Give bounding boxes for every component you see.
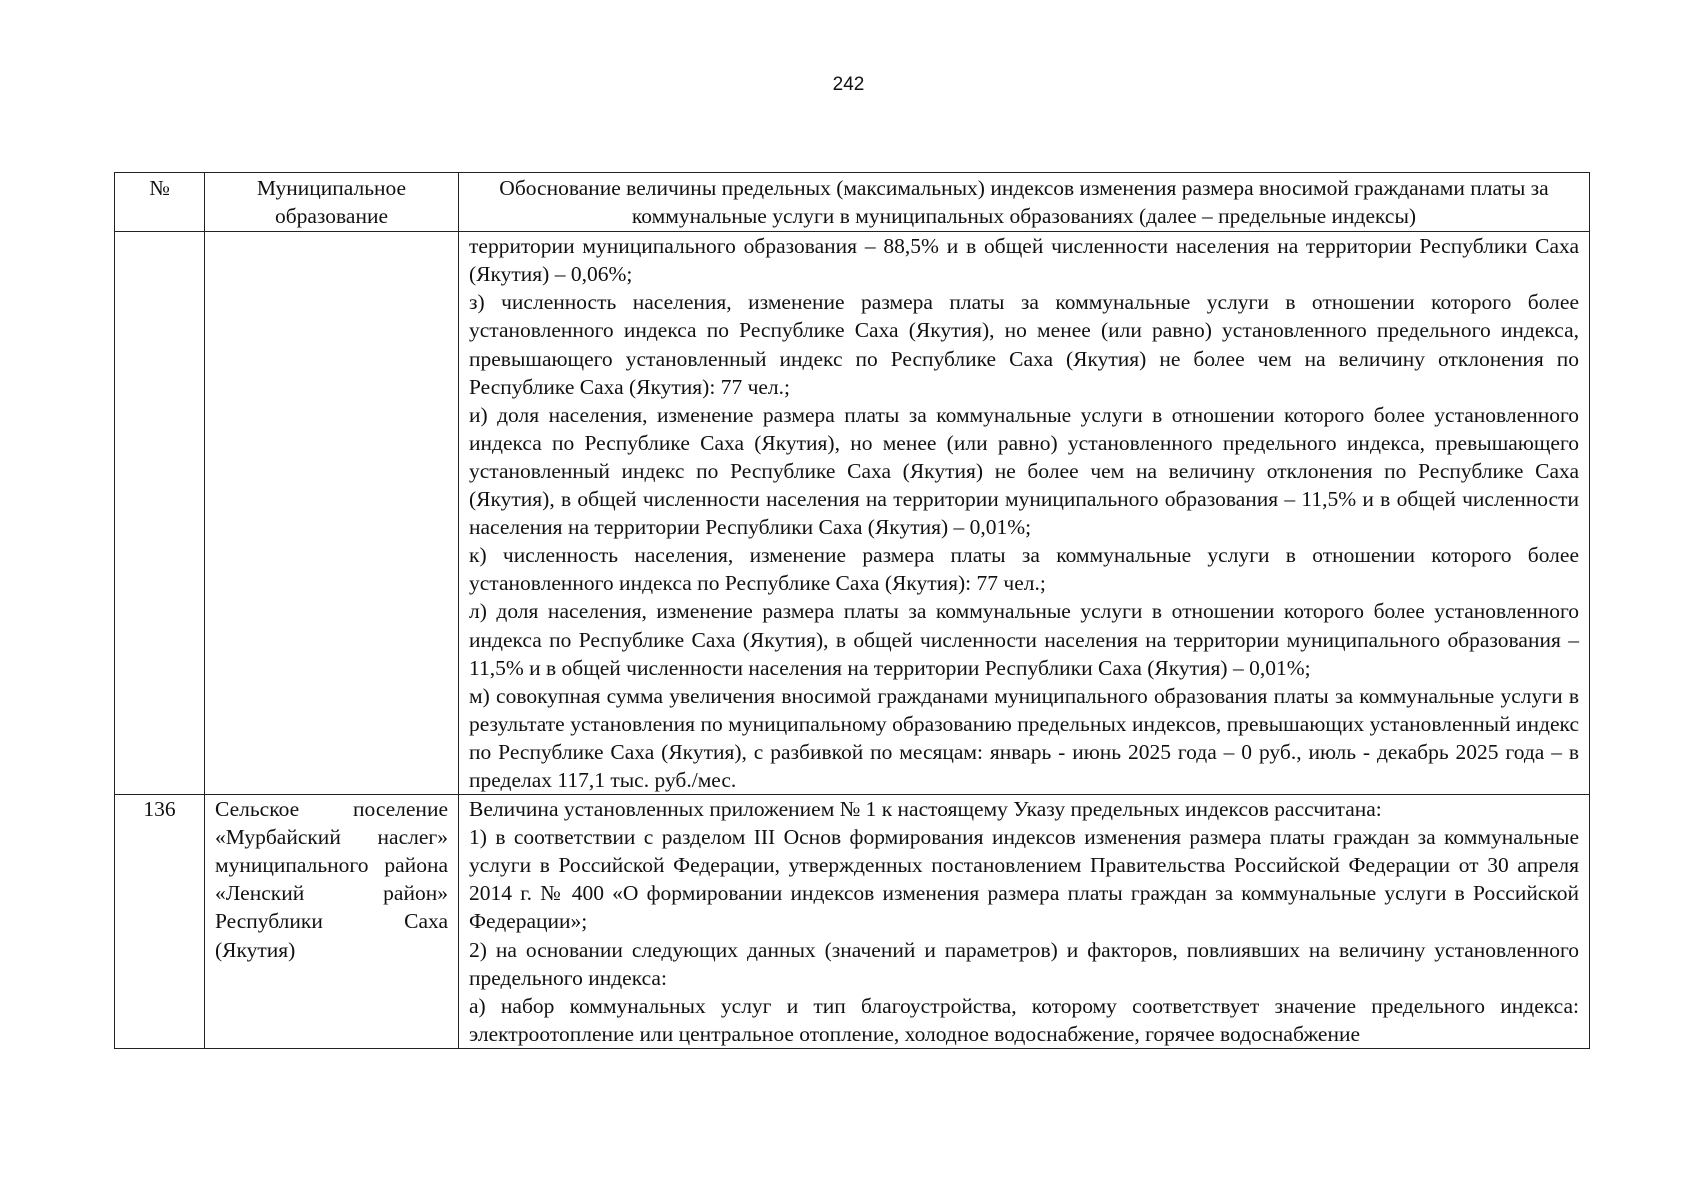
- justification-paragraph: территории муниципального образования – 88,5% и в общей численности населения на территории Республики Саха (Якутия) – 0,06%;: [469, 234, 1579, 287]
- row-number: [115, 232, 205, 795]
- justification-paragraph: 2) на основании следующих данных (значений и параметров) и факторов, повлиявших на величину установленного предельного индекса:: [469, 937, 1579, 990]
- page-number: 242: [832, 74, 865, 95]
- header-number: №: [115, 173, 205, 232]
- table-row: [115, 795, 1590, 1049]
- row-justification: [459, 232, 1590, 795]
- justification-paragraph: и) доля населения, изменение размера платы за коммунальные услуги в отношении которого более установленного индекса по Республике Саха (Якутия), но менее (или равно) установленного предельного индекса, превышающего установленный индекс по Республике Саха (Якутия) не более чем на величину отклонения по Республике Саха (Якутия), в общей численности населения на территории муниципального образования – 11,5% и в общей численности населения на территории Республики Саха (Якутия) – 0,01%;: [469, 402, 1579, 540]
- row-municipality: Сельское поселение «Мурбайский наслег» муниципального района «Ленский район» Республики Саха (Якутия): [205, 795, 459, 1049]
- table-header-row: [115, 173, 1590, 232]
- justification-paragraph: 1) в соответствии с разделом III Основ формирования индексов изменения размера платы граждан за коммунальные услуги в Российской Федерации, утвержденных постановлением Правительства Российской Федерации от 30 апреля 2014 г. № 400 «О формировании индексов изменения размера платы граждан за коммунальные услуги в Российской Федерации»;: [469, 825, 1579, 934]
- table-row: [115, 232, 1590, 795]
- justification-paragraph: м) совокупная сумма увеличения вносимой гражданами муниципального образования платы за коммунальные услуги в результате установления по муниципальному образованию предельных индексов, превышающих установленный индекс по Республике Саха (Якутия), с разбивкой по месяцам: январь - июнь 2025 года – 0 руб., июль - декабрь 2025 года – в пределах 117,1 тыс. руб./мес.: [469, 683, 1579, 792]
- header-municipality: Муниципальное образование: [205, 173, 459, 232]
- justification-paragraph: л) доля населения, изменение размера платы за коммунальные услуги в отношении которого более установленного индекса по Республике Саха (Якутия), в общей численности населения на территории муниципального образования – 11,5% и в общей численности населения на территории Республики Саха (Якутия) – 0,01%;: [469, 599, 1579, 680]
- row-municipality: [205, 232, 459, 795]
- row-number: 136: [115, 795, 205, 1049]
- justification-paragraph: а) набор коммунальных услуг и тип благоустройства, которому соответствует значение предельного индекса: электроотопление или центральное отопление, холодное водоснабжение, горячее водоснабжение: [469, 993, 1579, 1046]
- header-justification: Обоснование величины предельных (максимальных) индексов изменения размера вносимой гражданами платы за коммунальные услуги в муниципальных образованиях (далее – предельные индексы): [459, 173, 1590, 232]
- row-justification: [459, 795, 1590, 1049]
- justification-paragraph: Величина установленных приложением № 1 к настоящему Указу предельных индексов рассчитана:: [469, 797, 1382, 822]
- justification-paragraph: к) численность населения, изменение размера платы за коммунальные услуги в отношении которого более установленного индекса по Республике Саха (Якутия): 77 чел.;: [469, 543, 1579, 596]
- justification-paragraph: з) численность населения, изменение размера платы за коммунальные услуги в отношении которого более установленного индекса по Республике Саха (Якутия), но менее (или равно) установленного предельного индекса, превышающего установленный индекс по Республике Саха (Якутия) не более чем на величину отклонения по Республике Саха (Якутия): 77 чел.;: [469, 290, 1579, 399]
- justification-table: [114, 172, 1590, 1049]
